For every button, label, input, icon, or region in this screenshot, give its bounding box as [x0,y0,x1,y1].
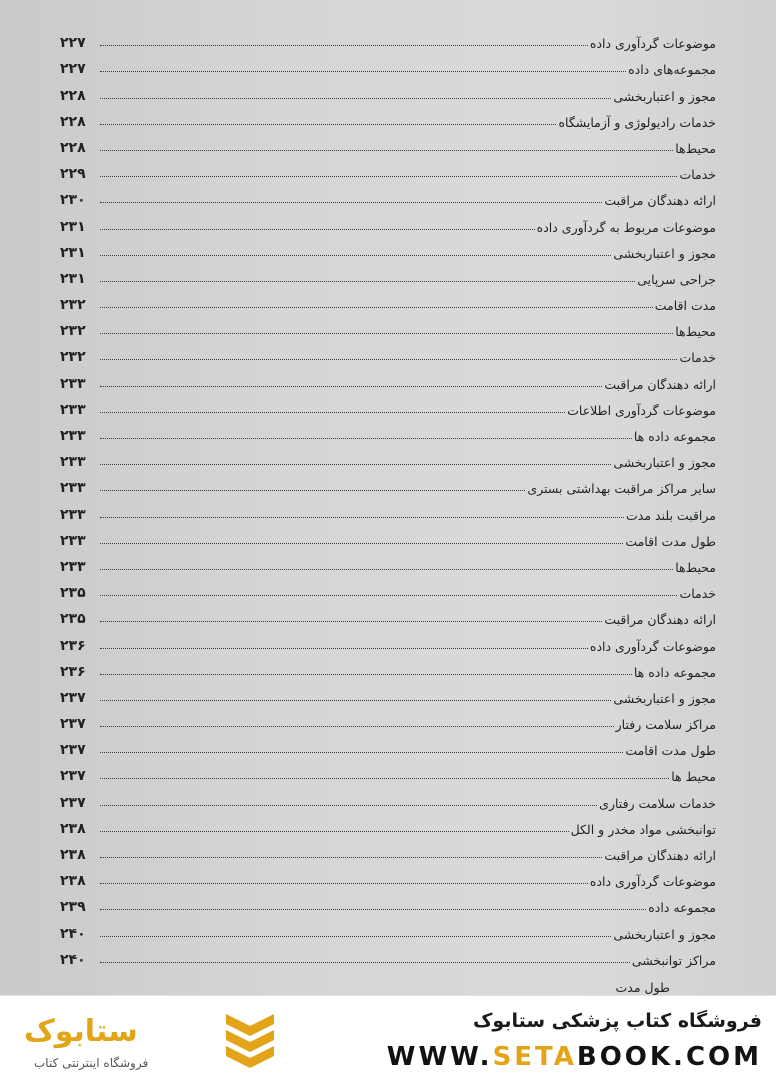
toc-entry [60,863,716,889]
toc-entry-title: محیط ها [671,769,716,785]
dot-leader [100,438,632,439]
toc-entry-title: خدمات [679,586,716,602]
toc-entry-page: ۲۴۰ [60,951,86,968]
toc-entry [60,601,716,627]
logo-tagline: فروشگاه اینترنتی کتاب [34,1056,149,1070]
toc-entry-title: مجوز و اعتباربخشی [613,926,716,942]
toc-entry [60,156,716,182]
toc-entry-title: موضوعات مربوط به گردآوری داده [536,219,716,235]
table-of-contents [60,25,716,968]
toc-entry [60,915,716,941]
toc-entry-title: طول مدت اقامت [625,743,716,759]
toc-entry [60,130,716,156]
dot-leader [100,45,588,46]
toc-entry-page: ۲۳۱ [60,244,86,261]
dot-leader [100,464,611,465]
dot-leader [100,962,630,963]
dot-leader [100,805,597,806]
toc-entry [60,942,716,968]
toc-entry [60,811,716,837]
dot-leader [100,359,677,360]
toc-entry-title: مدت اقامت [654,298,716,314]
dot-leader [100,98,611,99]
toc-entry-title: مجموعه داده [648,900,716,916]
dot-leader [100,517,624,518]
toc-entry-page: ۲۳۷ [60,768,86,785]
toc-entry [60,889,716,915]
toc-entry-page: ۲۲۹ [60,166,86,183]
toc-entry [60,392,716,418]
logo-wordmark: ستابوک [24,1014,138,1049]
toc-entry [60,470,716,496]
toc-entry-title: ارائه دهندگان مراقبت [604,848,716,863]
dot-leader [100,202,602,203]
toc-entry-title: جراحی سرپایی [637,271,716,287]
dot-leader [100,648,588,649]
toc-entry-page: ۲۳۵ [60,611,86,628]
toc-entry-title: خدمات سلامت رفتاری [599,795,716,811]
toc-entry-page: ۲۳۸ [60,873,86,890]
dot-leader [100,621,602,622]
toc-entry-title: مجموعه داده ها [633,429,716,444]
toc-entry [60,496,716,522]
toc-entry-title: مجوز و اعتباربخشی [613,245,716,261]
toc-entry [60,287,716,313]
toc-entry [60,182,716,208]
dot-leader [100,281,635,282]
cut-off-line: طول مدت [615,980,670,995]
dot-leader [100,936,611,937]
dot-leader [100,543,623,544]
toc-entry-title: سایر مراکز مراقبت بهداشتی بستری [527,481,716,497]
toc-entry-page: ۲۲۷ [60,35,86,52]
toc-entry-page: ۲۳۲ [60,297,86,314]
toc-entry-page: ۲۳۸ [60,820,86,837]
toc-entry-page: ۲۳۳ [60,480,86,497]
toc-entry-page: ۲۳۸ [60,847,86,863]
dot-leader [100,752,623,753]
dot-leader [100,150,673,151]
toc-entry [60,523,716,549]
toc-entry [60,77,716,103]
toc-entry [60,25,716,51]
dot-leader [100,726,614,727]
dot-leader [100,255,611,256]
toc-entry-title: توانبخشی مواد مخدر و الکل [570,821,716,837]
toc-entry-title: مجوز و اعتباربخشی [613,455,716,471]
toc-entry-title: ارائه دهندگان مراقبت [604,612,716,628]
dot-leader [100,700,611,701]
toc-entry [60,235,716,261]
dot-leader [100,124,556,125]
toc-entry-page: ۲۳۳ [60,401,86,418]
toc-entry-title: مجموعه داده ها [633,664,716,680]
toc-entry [60,837,716,863]
dot-leader [100,595,677,596]
toc-entry [60,654,716,680]
toc-entry [60,758,716,784]
toc-entry-page: ۲۳۷ [60,742,86,759]
toc-entry [60,418,716,444]
toc-entry-page: ۲۲۷ [60,61,86,78]
toc-entry [60,549,716,575]
toc-entry-title: محیط‌ها [675,559,716,575]
toc-entry-title: موضوعات گردآوری داده [589,638,716,654]
toc-entry-title: مراکز سلامت رفتار [615,717,716,733]
toc-entry [60,680,716,706]
toc-entry-page: ۲۳۲ [60,323,86,340]
toc-entry [60,208,716,234]
store-url[interactable]: WWW.SETABOOK.COM [386,1042,762,1072]
toc-entry-page: ۲۲۸ [60,87,86,104]
dot-leader [100,71,626,72]
toc-entry [60,261,716,287]
toc-entry [60,104,716,130]
toc-entry [60,51,716,77]
toc-entry-page: ۲۳۷ [60,716,86,733]
toc-entry-title: طول مدت اقامت [625,533,716,549]
toc-entry-title: خدمات رادیولوژی و آزمایشگاه [558,114,716,130]
toc-entry-title: مراکز توانبخشی [631,952,716,968]
chevron-stack-logo-icon [222,1010,278,1068]
toc-entry-page: ۲۳۹ [60,899,86,916]
dot-leader [100,883,588,884]
toc-entry [60,444,716,470]
toc-entry-title: مجموعه‌های داده [628,62,716,78]
toc-entry-title: ارائه دهندگان مراقبت [604,193,716,209]
toc-entry-title: موضوعات گردآوری داده [589,874,716,890]
dot-leader [100,831,569,832]
toc-entry-page: ۲۳۵ [60,585,86,602]
toc-entry-page: ۲۳۷ [60,689,86,706]
toc-entry-page: ۲۳۶ [60,637,86,654]
toc-entry [60,627,716,653]
toc-entry-title: ارائه دهندگان مراقبت [604,376,716,392]
toc-entry-title: محیط‌ها [675,140,716,156]
toc-entry-page: ۲۳۷ [60,794,86,811]
toc-entry-page: ۲۳۳ [60,532,86,549]
toc-entry-page: ۲۳۳ [60,558,86,575]
toc-entry-page: ۲۳۳ [60,428,86,444]
toc-entry-page: ۲۳۱ [60,218,86,235]
toc-entry [60,732,716,758]
toc-entry-title: موضوعات گردآوری اطلاعات [567,402,716,418]
toc-entry-title: مراقبت بلند مدت [625,507,716,523]
toc-entry-page: ۲۳۲ [60,349,86,366]
dot-leader [100,229,535,230]
toc-entry-page: ۲۲۸ [60,113,86,130]
dot-leader [100,307,653,308]
dot-leader [100,412,565,413]
toc-entry-title: موضوعات گردآوری داده [589,36,716,52]
dot-leader [100,490,525,491]
toc-entry [60,365,716,391]
dot-leader [100,909,646,910]
dot-leader [100,176,677,177]
toc-entry [60,575,716,601]
toc-entry-title: مجوز و اعتباربخشی [613,88,716,104]
toc-entry-title: خدمات [679,167,716,183]
toc-entry-page: ۲۳۱ [60,270,86,287]
dot-leader [100,674,632,675]
toc-entry [60,339,716,365]
toc-entry-title: محیط‌ها [675,324,716,340]
toc-entry-page: ۲۳۳ [60,506,86,523]
dot-leader [100,778,669,779]
toc-entry-title: مجوز و اعتباربخشی [613,690,716,706]
dot-leader [100,857,602,858]
toc-entry [60,784,716,810]
store-footer-banner [0,995,776,1081]
dot-leader [100,333,673,334]
dot-leader [100,386,602,387]
toc-entry-title: خدمات [679,350,716,366]
store-title: فروشگاه کتاب پزشکی ستابوک [472,1010,762,1032]
dot-leader [100,569,673,570]
toc-entry-page: ۲۲۸ [60,139,86,156]
toc-entry-page: ۲۳۳ [60,375,86,392]
toc-entry [60,706,716,732]
toc-entry-page: ۲۳۳ [60,454,86,471]
toc-entry-page: ۲۳۰ [60,192,86,209]
toc-entry-page: ۲۳۶ [60,663,86,680]
toc-entry-page: ۲۴۰ [60,925,86,942]
toc-entry [60,313,716,339]
